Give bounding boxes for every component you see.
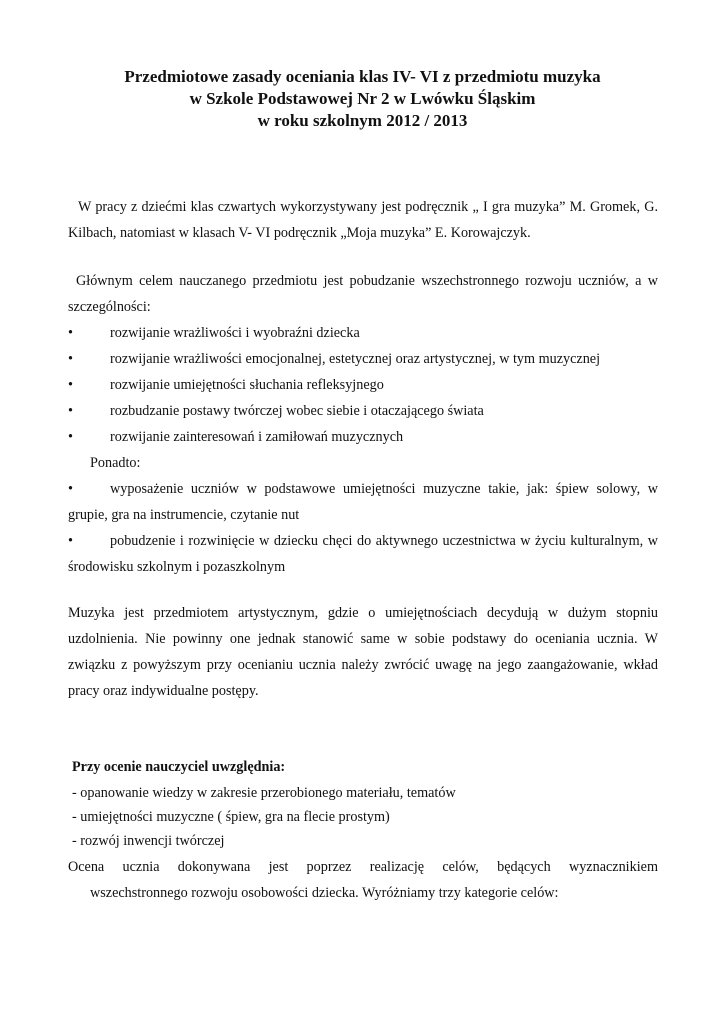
criteria-heading: Przy ocenie nauczyciel uwzględnia: xyxy=(72,759,286,775)
goal-list-item xyxy=(68,424,658,450)
music-paragraph: Muzyka jest przedmiotem artystycznym, gdzie o umiejętnościach decydują w dużym stopniu uzdolnienia. Nie powinny one jednak stanowić same w sobie podstawy do oceniania ucznia. W związku z powyższym przy ocenianiu ucznia należy zwrócić uwagę na jego zaangażowanie, wkład pracy oraz indywidualne postępy. xyxy=(68,605,658,699)
list-item-text: rozwijanie wrażliwości i wyobraźni dziecka xyxy=(110,325,360,341)
title-line-1: Przedmiotowe zasady oceniania klas IV- VI z przedmiotu muzyka xyxy=(124,67,601,86)
bullet-icon: • xyxy=(68,429,73,445)
bullet-icon: • xyxy=(68,403,73,419)
bullet-icon: • xyxy=(68,351,73,367)
goal-list-item xyxy=(68,320,658,346)
goal-list-item xyxy=(68,398,658,424)
title-line-3: w roku szkolnym 2012 / 2013 xyxy=(257,111,468,130)
bullet-icon: • xyxy=(68,533,73,549)
criteria-item: - umiejętności muzyczne ( śpiew, gra na flecie prostym) xyxy=(72,809,390,825)
list-item-text: rozwijanie wrażliwości emocjonalnej, estetycznej oraz artystycznej, w tym muzycznej xyxy=(110,351,601,367)
goal-paragraph: Głównym celem nauczanego przedmiotu jest pobudzanie wszechstronnego rozwoju uczniów, a w szczególności: xyxy=(68,273,658,315)
assessment-line-1: Ocena ucznia dokonywana jest poprzez realizację celów, będących wyznacznikiem xyxy=(68,859,658,875)
extra-list-item xyxy=(68,476,658,528)
bullet-icon: • xyxy=(68,325,73,341)
goal-list-item xyxy=(68,372,658,398)
title-line-2: w Szkole Podstawowej Nr 2 w Lwówku Śląskim xyxy=(189,89,536,108)
bullet-icon: • xyxy=(68,481,73,497)
list-item-text: rozwijanie zainteresowań i zamiłowań muzycznych xyxy=(110,429,404,445)
criteria-item: - rozwój inwencji twórczej xyxy=(72,833,225,849)
list-item-text: pobudzenie i rozwinięcie w dziecku chęci do aktywnego uczestnictwa w życiu kulturalnym, w środowisku szkolnym i pozaszkolnym xyxy=(68,533,658,575)
list-item-text: wyposażenie uczniów w podstawowe umiejętności muzyczne takie, jak: śpiew solowy, w grupie, gra na instrumencie, czytanie nut xyxy=(68,481,658,523)
assessment-line-2: wszechstronnego rozwoju osobowości dziecka. Wyróżniamy trzy kategorie celów: xyxy=(90,885,559,901)
intro-paragraph: W pracy z dziećmi klas czwartych wykorzystywany jest podręcznik „ I gra muzyka” M. Gromek, G. Kilbach, natomiast w klasach V- VI podręcznik „Moja muzyka” E. Korowajczyk. xyxy=(68,199,658,241)
criteria-item: - opanowanie wiedzy w zakresie przerobionego materiału, tematów xyxy=(72,785,456,801)
extra-list-item xyxy=(68,528,658,580)
list-item-text: rozwijanie umiejętności słuchania refleksyjnego xyxy=(110,377,384,393)
moreover-label: Ponadto: xyxy=(90,455,141,471)
bullet-icon: • xyxy=(68,377,73,393)
document-title xyxy=(0,66,725,132)
goal-list-item xyxy=(68,346,658,372)
list-item-text: rozbudzanie postawy twórczej wobec siebie i otaczającego świata xyxy=(110,403,484,419)
